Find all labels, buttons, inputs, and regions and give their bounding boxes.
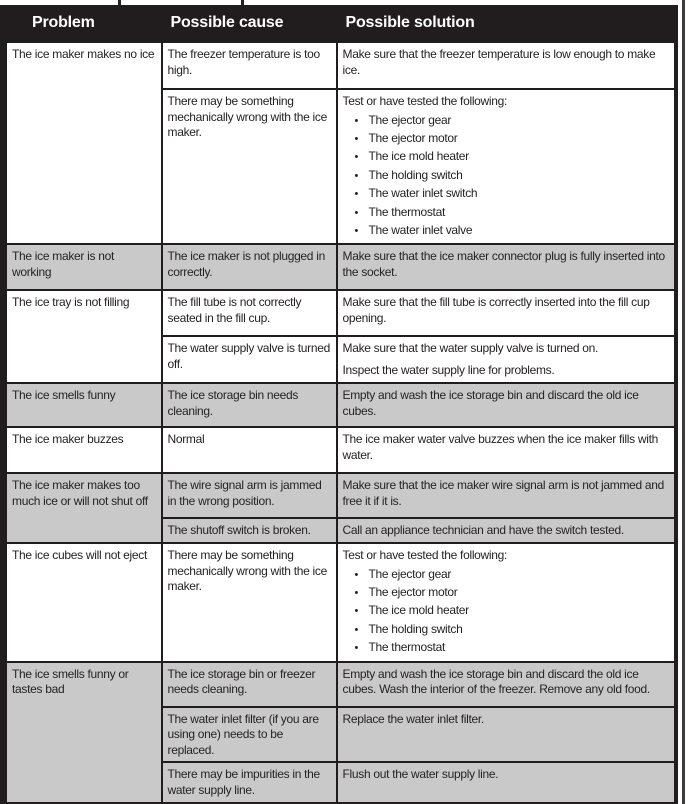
table-row — [4, 290, 677, 336]
solution-bullet-list — [343, 566, 670, 658]
table-row — [4, 473, 677, 518]
column-header-problem: Problem — [4, 6, 162, 42]
solution-cell: Empty and wash the ice storage bin and discard the old ice cubes. Wash the interior of the freezer. Remove any old food. — [337, 662, 677, 707]
cause-cell: The fill tube is not correctly seated in the fill cup. — [162, 290, 337, 336]
problem-cell: The ice smells funny or tastes bad — [4, 662, 162, 804]
page-edge-rule — [682, 0, 685, 804]
cause-cell: The ice storage bin needs cleaning. — [162, 383, 337, 427]
cause-cell: The ice maker is not plugged in correctly. — [162, 244, 337, 290]
problem-cell: The ice maker makes no ice — [4, 42, 162, 244]
cause-cell: The wire signal arm is jammed in the wrong position. — [162, 473, 337, 518]
solution-bullet: • The ejector gear — [355, 112, 670, 130]
problem-cell: The ice maker makes too much ice or will not shut off — [4, 473, 162, 543]
solution-cell — [337, 336, 677, 383]
cause-cell: The water supply valve is turned off. — [162, 336, 337, 383]
solution-intro: Test or have tested the following: — [342, 548, 508, 563]
solution-bullet: • The holding switch — [355, 167, 670, 185]
cause-cell: There may be something mechanically wrong with the ice maker. — [162, 543, 337, 662]
cause-cell: There may be impurities in the water supply line. — [162, 762, 337, 804]
solution-cell: Flush out the water supply line. — [337, 762, 677, 804]
header-row — [4, 6, 677, 42]
solution-bullet: • The ejector motor — [355, 584, 670, 602]
solution-intro: Test or have tested the following: — [342, 94, 508, 108]
table-row — [4, 662, 677, 707]
solution-cell: Empty and wash the ice storage bin and discard the old ice cubes. — [337, 383, 677, 427]
solution-cell: Make sure that the ice maker wire signal arm is not jammed and free it if it is. — [337, 473, 677, 518]
table-row — [4, 427, 677, 473]
problem-cell: The ice maker is not working — [4, 244, 162, 290]
problem-cell: The ice maker buzzes — [4, 427, 162, 473]
column-header-possible-solution: Possible solution — [337, 6, 677, 42]
solution-bullet: • The water inlet valve — [355, 222, 670, 240]
solution-bullet: • The ice mold heater — [355, 602, 670, 620]
solution-bullet: • The ejector motor — [355, 130, 670, 148]
solution-bullet: • The thermostat — [355, 639, 670, 657]
problem-cell: The ice tray is not filling — [4, 290, 162, 383]
cause-cell: The freezer temperature is too high. — [162, 42, 337, 89]
solution-cell — [337, 543, 677, 662]
solution-bullet: • The thermostat — [355, 204, 670, 222]
problem-cell: The ice cubes will not eject — [4, 543, 162, 662]
solution-cell: Replace the water inlet filter. — [337, 707, 677, 763]
cause-cell: There may be something mechanically wrong with the ice maker. — [162, 89, 337, 244]
solution-bullet-list — [343, 112, 670, 241]
table-row — [4, 383, 677, 427]
solution-cell: Call an appliance technician and have the switch tested. — [337, 518, 677, 543]
solution-line: Inspect the water supply line for problems. — [342, 363, 555, 378]
table-row — [4, 42, 677, 89]
table-row — [4, 244, 677, 290]
solution-bullet: • The ejector gear — [355, 566, 670, 584]
column-header-possible-cause: Possible cause — [162, 6, 337, 42]
solution-cell: Make sure that the freezer temperature is low enough to make ice. — [337, 42, 677, 89]
cause-cell: The shutoff switch is broken. — [162, 518, 337, 543]
solution-bullet: • The water inlet switch — [355, 185, 670, 203]
cause-cell: The water inlet filter (if you are using one) needs to be replaced. — [162, 707, 337, 763]
solution-cell — [337, 89, 677, 244]
cause-cell: Normal — [162, 427, 337, 473]
solution-bullet: • The ice mold heater — [355, 148, 670, 166]
table-row — [4, 543, 677, 662]
solution-cell: Make sure that the fill tube is correctly inserted into the fill cup opening. — [337, 290, 677, 336]
cause-cell: The ice storage bin or freezer needs cleaning. — [162, 662, 337, 707]
problem-cell: The ice smells funny — [4, 383, 162, 427]
solution-cell: Make sure that the ice maker connector plug is fully inserted into the socket. — [337, 244, 677, 290]
solution-cell: The ice maker water valve buzzes when the ice maker fills with water. — [337, 427, 677, 473]
troubleshooting-table — [0, 5, 678, 804]
solution-line: Make sure that the water supply valve is turned on. — [342, 341, 599, 356]
solution-bullet: • The holding switch — [355, 621, 670, 639]
